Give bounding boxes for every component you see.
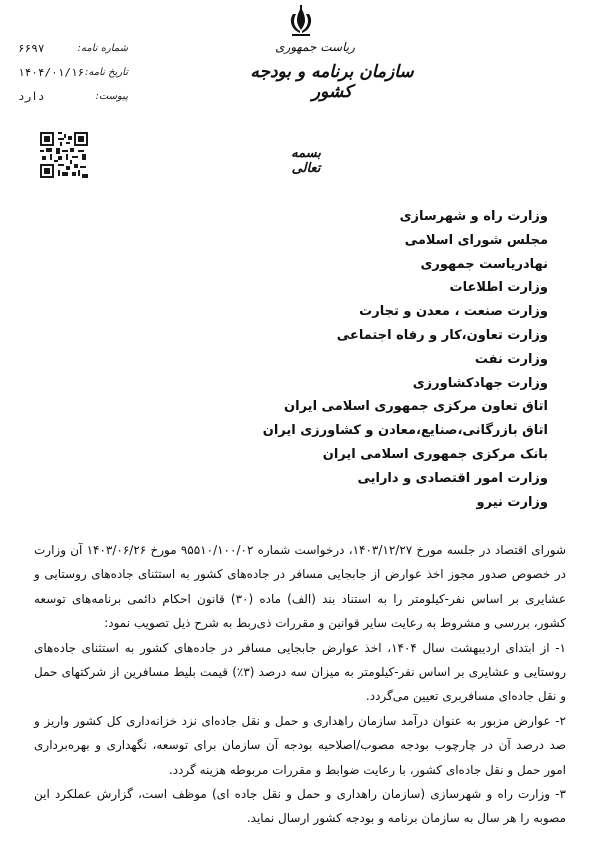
resolution-item-1: ۱- از ابتدای اردیبهشت سال ۱۴۰۴، اخذ عوارض جابجایی مسافر در جاده‌های کشور به استثنای جاده‌های روستایی و عشایری بر اساس نفر-کیلومتر به میزان سه درصد (۳٪) قیمت بلیط مسافرین از شرکتهای حمل و نقل جاده‌ای مسافربری تعیین می‌گردد. <box>34 640 567 704</box>
recipient-item: وزارت راه و شهرسازی <box>399 209 548 224</box>
letter-number-value: ۶۶۹۷ <box>18 41 45 55</box>
resolution-item-3: ۳- وزارت راه و شهرسازی (سازمان راهداری و حمل و نقل جاده ای) موظف است، گزارش عملکرد این مصوبه را هر سال به سازمان برنامه و بودجه کشور ارسال نماید. <box>34 787 566 826</box>
letter-number-row <box>18 36 128 60</box>
recipient-item: وزارت نفت <box>474 351 548 367</box>
recipient-item: وزارت نیرو <box>476 494 548 510</box>
recipient-item: نهادریاست جمهوری <box>420 256 548 272</box>
recipient-item: وزارت اطلاعات <box>449 280 548 296</box>
recipient-item: اتاق بازرگانی،صنایع،معادن و کشاورزی ایران <box>262 423 548 439</box>
recipient-item: وزارت امور اقتصادی و دارایی <box>357 470 548 486</box>
recipient-item: بانک مرکزی جمهوری اسلامی ایران <box>322 446 548 462</box>
recipients-list <box>262 205 548 514</box>
recipient-item: اتاق تعاون مرکزی جمهوری اسلامی ایران <box>284 399 548 415</box>
body-intro-paragraph: شورای اقتصاد در جلسه مورخ ۱۴۰۳/۱۲/۲۷، درخواست شماره ۹۵۵۱۰/۱۰۰/۰۲ مورخ ۱۴۰۳/۰۶/۲۶ آن وزارت در خصوص صدور مجوز اخذ عوارض از جابجایی مسافر در جاده‌های کشور به استثنای جاده‌های روستایی و عشایری بر اساس نفر-کیلومتر را به استناد بند (الف) ماده (۳۰) قانون احکام دائمی برنامه‌های توسعه کشور، بررسی و مشروط به رعایت سایر قوانین و مقررات ذی‌ربط به شرح ذیل تصویب نمود: <box>34 543 566 631</box>
letter-date-value: ۱۴۰۴/۰۱/۱۶ <box>18 65 85 79</box>
recipient-item: وزارت جهادکشاورزی <box>412 375 548 391</box>
recipient-item: وزارت صنعت ، معدن و تجارت <box>359 304 548 320</box>
letter-body <box>34 538 566 831</box>
letter-attachment-row <box>18 84 128 108</box>
recipient-item: وزارت تعاون،کار و رفاه اجتماعی <box>336 327 548 343</box>
presidency-title: ریاست جمهوری <box>275 40 355 54</box>
letter-date-row <box>18 60 128 84</box>
qr-code-icon <box>40 132 88 178</box>
iran-emblem-icon <box>284 4 318 38</box>
resolution-item-2: ۲- عوارض مزبور به عنوان درآمد سازمان راهداری و حمل و نقل جاده‌ای نزد خزانه‌داری کل کشور واریز و صد درصد آن در چارچوب بودجه مصوب/اصلاحیه بودجه آن سازمان برای توسعه، نگهداری و بهره‌برداری امور حمل و نقل جاده‌ای کشور، با رعایت ضوابط و مقررات مربوطه هزینه گردد. <box>34 713 566 777</box>
letter-number-label: شماره نامه: <box>77 42 128 54</box>
letter-meta <box>18 36 128 108</box>
invocation-text: بسمه تعالی <box>291 146 321 176</box>
letter-attachment-label: پیوست: <box>95 90 128 102</box>
letter-attachment-value: دارد <box>18 89 45 103</box>
letter-date-label: تاریخ نامه: <box>85 66 128 78</box>
recipient-item: مجلس شورای اسلامی <box>404 232 548 248</box>
organization-title: سازمان برنامه و بودجه کشور <box>250 62 414 102</box>
